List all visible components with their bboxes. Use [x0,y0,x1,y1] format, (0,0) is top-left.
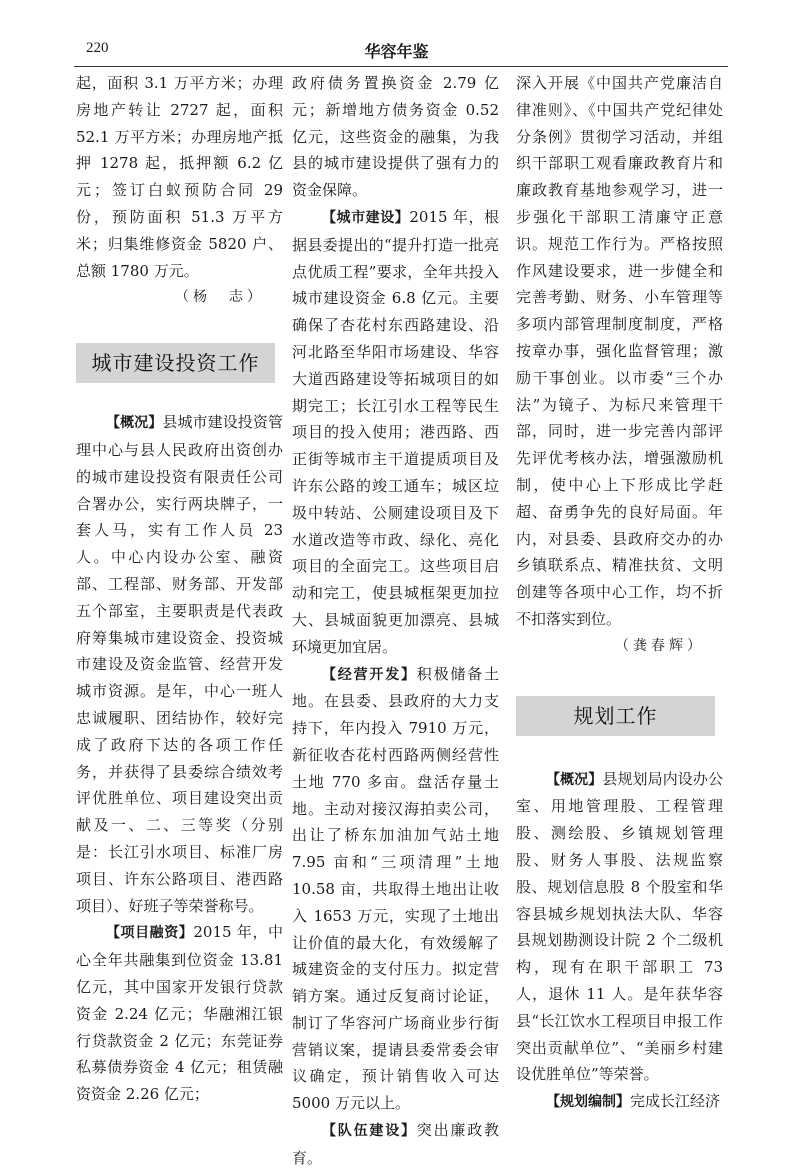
paragraph-label: 【概况】 [546,771,603,788]
paragraph-overview [76,409,283,919]
column-3 [516,70,723,1116]
paragraph-continuation: 深入开展《中国共产党廉洁自律准则》、《中国共产党纪律处分条例》贯彻学习活动，并组织干部职工观看廉政教育片和廉政教育基地参观学习，进一步强化干部职工清廉守正意识。规范工作行为。严格按照作风建设要求，进一步健全和完善考勤、财务、小车管理等多项内部管理制度制度，严格按章办事，强化监督管理；激励干事创业。以市委“三个办法”为镜子、为标尺来管理干部，同时，进一步完善内部评先评优考核办法，增强激励机制，使中心上下形成比学赶超、奋勇争先的良好局面。年内，对县委、县政府交办的办乡镇联系点、精准扶贫、文明创建等各项中心工作，均不折不扣落实到位。 [516,74,723,628]
paragraph-body: 突出廉政教育。 [292,1121,499,1167]
paragraph-financing [76,919,283,1108]
paragraph-label: 【概况】 [106,415,163,432]
header-rule [74,66,728,67]
paragraph-body: 完成长江经济 [630,1092,721,1111]
paragraph-body: 2015 年，中心全年共融集到位资金 13.81 亿元，其中国家开发银行贷款资金 2.24 亿元；华融湘江银行贷款资金 2 亿元；东莞证券私募债券资金 4 亿元；租赁融资资金 2.26 亿元； [76,923,283,1104]
paragraph-label: 【队伍建设】 [322,1123,417,1140]
author-credit: （杨 志） [175,289,265,306]
paragraph-planning [516,1088,723,1116]
paragraph-body: 2015 年，根据县委提出的“提升打造一批亮点优质工程”要求，全年共投入城市建设资金 6.8 亿元。主要确保了杏花村东西路建设、沿河北路至华阳市场建设、华容大道西路建设等拓城项目的如期完工；长江引水工程等民生项目的投入使用；港西路、西正街等城市主干道提质项目及许东公路的竣工通车；城区垃圾中转站、公厕建设项目及下水道改造等市政、绿化、亮化项目的全面完工。这些项目启动和完工，使县城框架更加拉大、县城面貌更加漂亮、县城环境更加宜居。 [292,207,499,656]
author-credit: （龚春辉） [615,637,705,654]
paragraph-development [292,661,499,1118]
paragraph-urban-construction [292,204,499,661]
paragraph-continuation: 起，面积 3.1 万平方米；办理房地产转让 2727 起，面积 52.1 万平方米；办理房地产抵押 1278 起，抵押额 6.2 亿元；签订白蚁预防合同 29 份，预防面积 51.3 万平方米；归集维修资金 5820 户、总额 1780 万元。 [76,74,283,280]
section-heading-urban-investment: 城市建设投资工作 [76,343,275,383]
section-heading-planning: 规划工作 [516,696,715,736]
paragraph-body: 县城市建设投资管理中心与县人民政府出资创办的城市建设投资有限责任公司合署办公，实行两块牌子，一套人马，实有工作人员 23 人。中心内设办公室、融资部、工程部、财务部、开发部五个部室，主要职责是代表政府筹集城市建设资金、投资城市建设及资金监管、经营开发城市资源。是年，中心一班人忠诚履职、团结协作，较好完成了政府下达的各项工作任务，并获得了县委综合绩效考评优胜单位、项目建设突出贡献及一、二、三等奖（分别是：长江引水项目、标准厂房项目、许东公路项目、港西路项目）、好班子等荣誉称号。 [76,413,283,915]
column-2 [292,70,499,1172]
paragraph-label: 【城市建设】 [322,209,410,226]
paragraph-label: 【项目融资】 [106,925,194,942]
page-number: 220 [86,40,109,56]
column-1 [76,70,283,1108]
paragraph-label: 【经营开发】 [322,666,417,683]
paragraph-team-building [292,1117,499,1172]
paragraph-overview [516,766,723,1089]
paragraph-body: 县规划局内设办公室、用地管理股、工程管理股、测绘股、乡镇规划管理股、财务人事股、法规监察股、规划信息股 8 个股室和华容县城乡规划执法大队、华容县规划勘测设计院 2 个二级机构，现有在职干部职工 73 人，退休 11 人。是年获华容县“长江饮水工程项目申报工作突出贡献单位”、“美丽乡村建设优胜单位”等荣誉。 [516,769,723,1084]
running-title: 华容年鉴 [364,42,429,61]
paragraph-continuation: 政府债务置换资金 2.79 亿元；新增地方债务资金 0.52 亿元，这些资金的融集，为我县的城市建设提供了强有力的资金保障。 [292,74,499,200]
paragraph-body: 积极储备土地。在县委、县政府的大力支持下，年内投入 7910 万元，新征收杏花村西路两侧经营性土地 770 多亩。盘活存量土地。主动对接汉海拍卖公司，出让了桥东加油加气站土地 7.95 亩和“三项清理”土地 10.58 亩，共取得土地出让收入 1653 万元，实现了土地出让价值的最大化，有效缓解了城建资金的支付压力。拟定营销方案。通过反复商讨论证，制订了华容河广场商业步行街营销议案，提请县委常委会审议确定，预计销售收入可达 5000 万元以上。 [292,664,499,1113]
paragraph-label: 【规划编制】 [546,1094,630,1111]
